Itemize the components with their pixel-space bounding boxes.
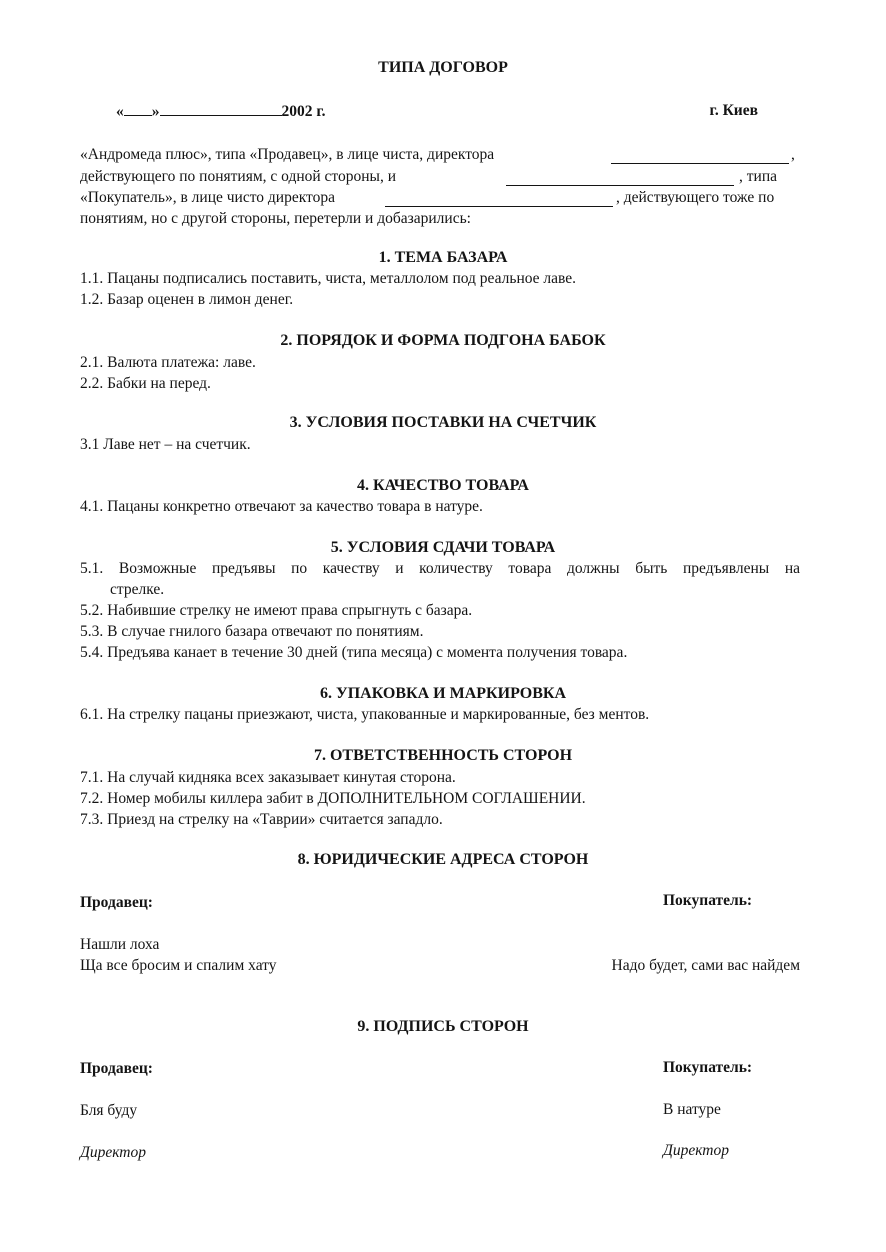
section-9-heading: 9. ПОДПИСЬ СТОРОН	[357, 1018, 529, 1035]
section-6-heading: 6. УПАКОВКА И МАРКИРОВКА	[319, 685, 567, 702]
seller-address-line-1: Нашли лоха	[80, 936, 160, 953]
clause-4-1: 4.1. Пацаны конкретно отвечают за качество товара в натуре.	[80, 498, 483, 515]
intro-line-2: действующего по понятиям, с одной стороны, и	[80, 168, 397, 185]
document-title: ТИПА ДОГОВОР	[378, 59, 508, 76]
city: г. Киев	[709, 102, 758, 119]
clause-6-1: 6.1. На стрелку пацаны приезжают, чиста, упакованные и маркированные, без ментов.	[80, 706, 650, 723]
seller-address-line-2: Ща все бросим и спалим хату	[80, 957, 277, 974]
date-open-quote: «	[116, 103, 124, 120]
date-line	[116, 101, 326, 122]
date-close-quote: »	[151, 103, 160, 120]
signature-buyer-label: Покупатель:	[663, 1059, 753, 1076]
addresses-buyer-label: Покупатель:	[663, 892, 753, 909]
month-blank	[160, 101, 282, 116]
clause-2-2: 2.2. Бабки на перед.	[80, 375, 211, 392]
clause-7-3: 7.3. Приезд на стрелку на «Таврии» считается западло.	[80, 811, 443, 828]
intro-line-1-end: ,	[791, 146, 795, 163]
buyer-name-blank	[506, 171, 734, 186]
date-year: 2002 г.	[281, 103, 326, 120]
section-1-heading: 1. ТЕМА БАЗАРА	[378, 249, 508, 266]
intro-line-3-end: , действующего тоже по	[616, 189, 775, 206]
clause-3-1: 3.1 Лаве нет – на счетчик.	[80, 436, 251, 453]
intro-line-1	[80, 145, 494, 165]
buyer-director-blank	[385, 192, 613, 207]
signature-seller-label: Продавец:	[80, 1060, 153, 1077]
section-8-heading: 8. ЮРИДИЧЕСКИЕ АДРЕСА СТОРОН	[297, 851, 589, 868]
clause-2-1: 2.1. Валюта платежа: лаве.	[80, 354, 256, 371]
clause-5-4: 5.4. Предъява канает в течение 30 дней (типа месяца) с момента получения товара.	[80, 644, 628, 661]
seller-director-blank	[611, 149, 789, 164]
clause-5-1-cont: стрелке.	[110, 581, 165, 598]
clause-7-2: 7.2. Номер мобилы киллера забит в ДОПОЛНИТЕЛЬНОМ СОГЛАШЕНИИ.	[80, 790, 586, 807]
clause-5-2: 5.2. Набившие стрелку не имеют права спрыгнуть с базара.	[80, 602, 473, 619]
addresses-seller-label: Продавец:	[80, 894, 153, 911]
section-3-heading: 3. УСЛОВИЯ ПОСТАВКИ НА СЧЕТЧИК	[289, 414, 597, 431]
clause-5-1: 5.1. Возможные предъявы по качеству и количеству товара должны быть предъявлены на	[80, 560, 800, 577]
buyer-address: Надо будет, сами вас найдем	[611, 957, 800, 974]
section-5-heading: 5. УСЛОВИЯ СДАЧИ ТОВАРА	[330, 539, 556, 556]
seller-role: Директор	[80, 1144, 146, 1161]
section-7-heading: 7. ОТВЕТСТВЕННОСТЬ СТОРОН	[313, 747, 573, 764]
buyer-signature: В натуре	[663, 1101, 721, 1118]
day-blank	[124, 101, 152, 116]
section-2-heading: 2. ПОРЯДОК И ФОРМА ПОДГОНА БАБОК	[280, 332, 606, 349]
intro-line-3: «Покупатель», в лице чисто директора	[80, 189, 336, 206]
intro-line-4: понятиям, но с другой стороны, перетерли и добазарились:	[80, 210, 471, 227]
section-4-heading: 4. КАЧЕСТВО ТОВАРА	[357, 477, 529, 494]
clause-1-1: 1.1. Пацаны подписались поставить, чиста, металлолом под реальное лаве.	[80, 270, 577, 287]
clause-5-3: 5.3. В случае гнилого базара отвечают по понятиям.	[80, 623, 424, 640]
clause-7-1: 7.1. На случай кидняка всех заказывает кинутая сторона.	[80, 769, 456, 786]
intro-line-2-end: , типа	[739, 168, 777, 185]
clause-1-2: 1.2. Базар оценен в лимон денег.	[80, 291, 294, 308]
buyer-role: Директор	[663, 1142, 729, 1159]
seller-signature: Бля буду	[80, 1102, 138, 1119]
intro-line-1-text: «Андромеда плюс», типа «Продавец», в лице чиста, директора	[80, 146, 495, 163]
